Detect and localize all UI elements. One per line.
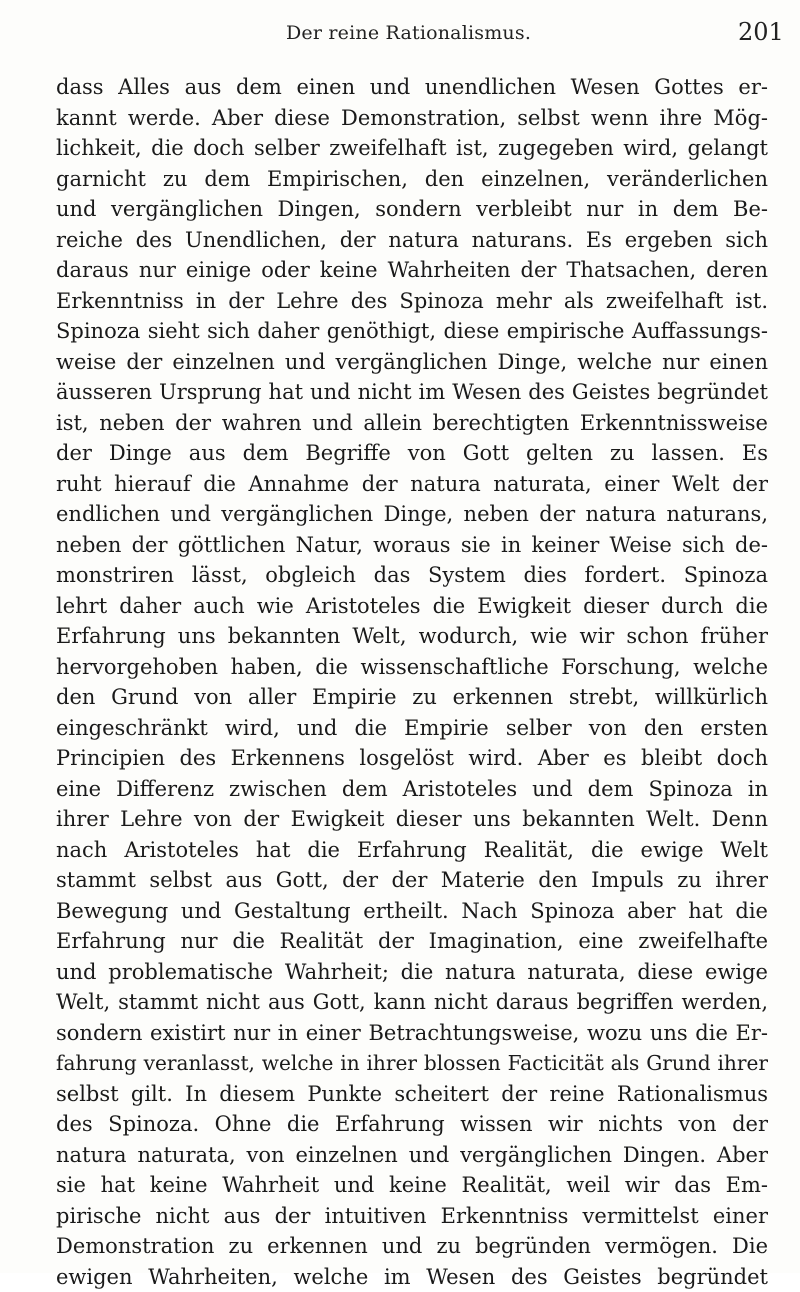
text-line: Principien des Erkennens losgelöst wird. Aber es bleibt doch xyxy=(56,743,768,774)
text-line: kannt werde. Aber diese Demonstration, selbst wenn ihre Mög- xyxy=(56,103,768,134)
text-line: dass Alles aus dem einen und unendlichen Wesen Gottes er- xyxy=(56,72,768,103)
text-line: der Dinge aus dem Begriffe von Gott gelten zu lassen. Es xyxy=(56,438,768,469)
text-line: reiche des Unendlichen, der natura naturans. Es ergeben sich xyxy=(56,225,768,256)
text-line: ruht hierauf die Annahme der natura naturata, einer Welt der xyxy=(56,469,768,500)
text-line: selbst gilt. In diesem Punkte scheitert der reine Rationalismus xyxy=(56,1079,768,1110)
text-line: Bewegung und Gestaltung ertheilt. Nach Spinoza aber hat die xyxy=(56,896,768,927)
running-head: Der reine Rationalismus. xyxy=(286,22,531,44)
text-line: eine Differenz zwischen dem Aristoteles und dem Spinoza in xyxy=(56,774,768,805)
text-line: nach Aristoteles hat die Erfahrung Realität, die ewige Welt xyxy=(56,835,768,866)
text-line: garnicht zu dem Empirischen, den einzelnen, veränderlichen xyxy=(56,164,768,195)
text-line: und vergänglichen Dingen, sondern verbleibt nur in dem Be- xyxy=(56,194,768,225)
text-line: ewigen Wahrheiten, welche im Wesen des Geistes begründet xyxy=(56,1262,768,1292)
text-line: neben der göttlichen Natur, woraus sie in keiner Weise sich de- xyxy=(56,530,768,561)
text-line: ihrer Lehre von der Ewigkeit dieser uns bekannten Welt. Denn xyxy=(56,804,768,835)
text-line: Demonstration zu erkennen und zu begründen vermögen. Die xyxy=(56,1231,768,1262)
text-line: sondern existirt nur in einer Betrachtungsweise, wozu uns die Er- xyxy=(56,1018,768,1049)
text-line: endlichen und vergänglichen Dinge, neben der natura naturans, xyxy=(56,499,768,530)
page-number: 201 xyxy=(738,18,784,46)
text-line: monstriren lässt, obgleich das System dies fordert. Spinoza xyxy=(56,560,768,591)
text-line: Erfahrung uns bekannten Welt, wodurch, wie wir schon früher xyxy=(56,621,768,652)
text-line: Erkenntniss in der Lehre des Spinoza mehr als zweifelhaft ist. xyxy=(56,286,768,317)
text-line: Welt, stammt nicht aus Gott, kann nicht daraus begriffen werden, xyxy=(56,987,768,1018)
text-line: den Grund von aller Empirie zu erkennen strebt, willkürlich xyxy=(56,682,768,713)
text-line: Erfahrung nur die Realität der Imagination, eine zweifelhafte xyxy=(56,926,768,957)
body-text xyxy=(56,72,768,1292)
text-line: lehrt daher auch wie Aristoteles die Ewigkeit dieser durch die xyxy=(56,591,768,622)
text-line: lichkeit, die doch selber zweifelhaft ist, zugegeben wird, gelangt xyxy=(56,133,768,164)
text-line: äusseren Ursprung hat und nicht im Wesen des Geistes begründet xyxy=(56,377,768,408)
text-line: fahrung veranlasst, welche in ihrer blossen Facticität als Grund ihrer xyxy=(56,1048,768,1079)
text-line: sie hat keine Wahrheit und keine Realität, weil wir das Em- xyxy=(56,1170,768,1201)
text-line: eingeschränkt wird, und die Empirie selber von den ersten xyxy=(56,713,768,744)
text-line: hervorgehoben haben, die wissenschaftliche Forschung, welche xyxy=(56,652,768,683)
text-line: ist, neben der wahren und allein berechtigten Erkenntnissweise xyxy=(56,408,768,439)
text-line: Spinoza sieht sich daher genöthigt, diese empirische Auffassungs- xyxy=(56,316,768,347)
text-line: natura naturata, von einzelnen und vergänglichen Dingen. Aber xyxy=(56,1140,768,1171)
text-line: stammt selbst aus Gott, der der Materie den Impuls zu ihrer xyxy=(56,865,768,896)
text-line: weise der einzelnen und vergänglichen Dinge, welche nur einen xyxy=(56,347,768,378)
text-line: und problematische Wahrheit; die natura naturata, diese ewige xyxy=(56,957,768,988)
text-line: pirische nicht aus der intuitiven Erkenntniss vermittelst einer xyxy=(56,1201,768,1232)
text-line: des Spinoza. Ohne die Erfahrung wissen wir nichts von der xyxy=(56,1109,768,1140)
text-line: daraus nur einige oder keine Wahrheiten der Thatsachen, deren xyxy=(56,255,768,286)
